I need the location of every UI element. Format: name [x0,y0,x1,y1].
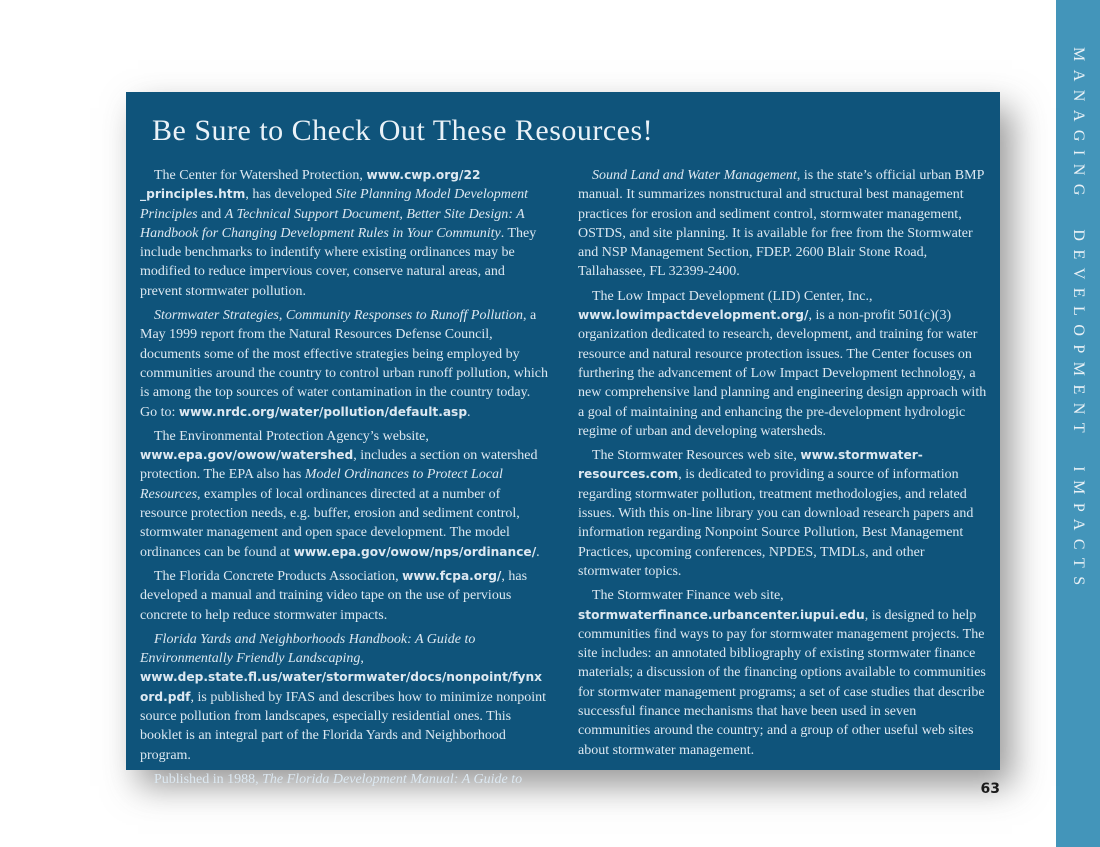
url-text: www.cwp.org/22 _principles.htm [140,168,481,202]
left-column [140,166,550,794]
right-column [578,166,988,794]
paragraph [578,586,988,760]
body-text: , has developed [245,187,336,203]
body-text: The Stormwater Resources web site, [592,448,801,464]
body-text: Published in 1988, [154,771,263,787]
body-text: The Environmental Protection Agency’s website, [154,428,429,444]
body-text: , includes a section on watershed protection. The EPA also has [140,448,538,483]
page-title: Be Sure to Check Out These Resources! [152,114,654,147]
body-text: , is the state’s official urban BMP manual. It summarizes nonstructural and structural best management practices for erosion and sediment control, stormwater management, OSTDS, and site planning. It is available for free from the Stormwater and NSP Management Section, FDEP. 2600 Blair Stone Road, Tallahassee, FL 32399-2400. [578,168,984,280]
publication-title-text: Model Ordinances to Protect Local Resources [140,467,503,502]
paragraph [140,166,550,301]
body-text: , is published by IFAS and describes how to minimize nonpoint source pollution from landscapes, especially residential ones. This booklet is an integral part of the Florida Yards and Neighborhood program. [140,689,547,763]
body-text: The Low Impact Development (LID) Center, Inc., [592,288,873,304]
body-text: , a May 1999 report from the Natural Resources Defense Council, documents some of the most effective strategies being employed by communities around the country to control urban runoff pollution, which is among the top sources of water contamination in the country today. Go to: [140,308,548,420]
paragraph [578,166,988,282]
url-text: www.dep.state.fl.us/water/stormwater/docs/nonpoint/fynxord.pdf [140,670,543,704]
vertical-chapter-banner [1056,0,1100,847]
body-text: The Stormwater Finance web site, [592,588,784,604]
body-text: The Center for Watershed Protection, [154,168,367,183]
publication-title-text: The Florida Development Manual: A Guide to [262,771,523,787]
paragraph [140,567,550,625]
url-text: www.epa.gov/owow/nps/ordinance/ [293,544,537,559]
publication-title-text: Site Planning Model Development Principles [140,187,528,222]
body-text: , is dedicated to providing a source of information regarding stormwater pollution, treatment methodologies, and related issues. With this on-line library you can download research papers and information regarding Nonpoint Source Pollution, Best Management Practices, upcoming conferences, NPDES, TMDLs, and other stormwater topics. [578,467,974,579]
body-text: and [197,206,225,222]
paragraph [578,446,988,581]
resources-panel [126,92,1000,787]
url-text: www.nrdc.org/water/pollution/default.asp [178,404,468,419]
body-text: , [360,651,364,667]
paragraph [140,306,550,422]
publication-title-text: Stormwater Strategies, Community Responses to Runoff Pollution [154,308,524,324]
body-text: . They include benchmarks to indentify where existing ordinances may be modified to reduce impervious cover, conserve natural areas, and prevent stormwater pollution. [140,225,537,299]
body-text: , is a non-profit 501(c)(3) organization dedicated to research, development, and training for water resource and natural resource protection issues. The Center focuses on furthering the advancement of Low Impact Development technology, a new comprehensive land planning and engineering design approach with a goal of maintaining and enhancing the pre-development hydrologic regime of urban and developing watersheds. [578,308,987,439]
paragraph [140,770,550,789]
publication-title-text: Sound Land and Water Management [592,168,797,183]
paragraph [140,427,550,562]
body-text: The Florida Concrete Products Association, [154,568,403,584]
paragraph [140,630,550,765]
text-columns [140,166,988,794]
body-text: , examples of local ordinances directed at a number of resource protection needs, e.g. buffer, erosion and sediment control, stormwater management and open space development. The model ordinances can be found at [140,486,520,560]
url-text: stormwaterfinance.urbancenter.iupui.edu [578,607,865,622]
url-text: www.stormwater-resources.com [578,448,923,482]
body-text: . [467,404,471,420]
body-text: , is designed to help communities find ways to pay for stormwater management projects. The site includes: an annotated bibliography of existing stormwater finance materials; a discussion of the financing options available to communities for stormwater management programs; a set of case studies that describe successful finance mechanisms that have been used in seven communities around the country; and a group of other useful web sites about stormwater management. [578,607,986,758]
url-text: www.epa.gov/owow/watershed [140,448,354,463]
url-text: www.lowimpactdevelopment.org/ [578,308,809,323]
body-text: , has developed a manual and training video tape on the use of pervious concrete to help reduce stormwater impacts. [140,568,528,623]
page-number: 63 [980,781,1000,797]
chapter-banner-label: MANAGING DEVELOPMENT IMPACTS [1070,47,1087,594]
paragraph [578,287,988,441]
publication-title-text: Florida Yards and Neighborhoods Handbook: A Guide to Environmentally Friendly Landscaping [140,631,476,667]
publication-title-text: A Technical Support Document, Better Site Design: A Handbook for Changing Development Rules in Your Community [140,206,525,241]
url-text: www.fcpa.org/ [402,568,502,583]
body-text: . [536,544,540,560]
